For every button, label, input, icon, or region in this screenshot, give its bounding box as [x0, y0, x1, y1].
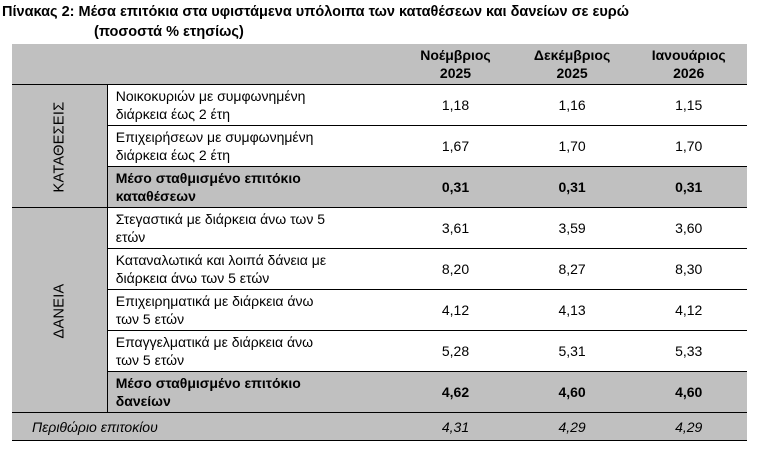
cell-value: 5,33: [630, 331, 747, 372]
title-line-1: Πίνακας 2: Μέσα επιτόκια στα υφιστάμενα υπόλοιπα των καταθέσεων και δανείων σε ευρώ: [2, 4, 630, 20]
cell-value: 1,67: [397, 126, 514, 167]
interest-rates-table: [12, 44, 747, 441]
title-line-2: (ποσοστά % ετησίως): [94, 24, 244, 40]
cell-value: 0,31: [397, 167, 514, 208]
deposits-average-row: [12, 167, 747, 208]
cell-value: 4,29: [514, 413, 631, 441]
cell-value: 4,29: [630, 413, 747, 441]
cell-value: 4,31: [397, 413, 514, 441]
cell-value: 1,70: [514, 126, 631, 167]
header-row: [12, 44, 747, 85]
cell-value: 4,62: [397, 372, 514, 413]
cell-value: 4,12: [630, 290, 747, 331]
cell-value: 3,61: [397, 208, 514, 249]
loans-group-label: ΔΑΝΕΙΑ: [12, 208, 107, 413]
cell-value: 1,16: [514, 85, 631, 126]
table-row: [12, 290, 747, 331]
cell-value: 1,15: [630, 85, 747, 126]
row-label: Επιχειρήσεων με συμφωνημένη διάρκεια έως 2 έτη: [107, 126, 397, 167]
row-label: Επαγγελματικά με διάρκεια άνω των 5 ετών: [107, 331, 397, 372]
table-title: [2, 2, 629, 42]
loans-average-row: [12, 372, 747, 413]
cell-value: 1,70: [630, 126, 747, 167]
cell-value: 4,60: [514, 372, 631, 413]
cell-value: 0,31: [630, 167, 747, 208]
cell-value: 5,28: [397, 331, 514, 372]
cell-value: 1,18: [397, 85, 514, 126]
cell-value: 3,59: [514, 208, 631, 249]
table-row: [12, 85, 747, 126]
table-row: [12, 249, 747, 290]
row-label: Επιχειρηματικά με διάρκεια άνω των 5 ετών: [107, 290, 397, 331]
cell-value: 4,60: [630, 372, 747, 413]
row-label: Στεγαστικά με διάρκεια άνω των 5 ετών: [107, 208, 397, 249]
row-label: Νοικοκυριών με συμφωνημένη διάρκεια έως 2 έτη: [107, 85, 397, 126]
table-row: [12, 126, 747, 167]
cell-value: 8,30: [630, 249, 747, 290]
cell-value: 4,13: [514, 290, 631, 331]
margin-row: [12, 413, 747, 441]
table-row: [12, 331, 747, 372]
cell-value: 8,20: [397, 249, 514, 290]
deposits-group-label: ΚΑΤΑΘΕΣΕΙΣ: [12, 85, 107, 208]
cell-value: 8,27: [514, 249, 631, 290]
row-label: Μέσο σταθμισμένο επιτόκιο καταθέσεων: [107, 167, 397, 208]
row-label: Καταναλωτικά και λοιπά δάνεια με διάρκεια άνω των 5 ετών: [107, 249, 397, 290]
table-row: [12, 208, 747, 249]
column-header-jan: Ιανουάριος 2026: [630, 44, 747, 85]
cell-value: 4,12: [397, 290, 514, 331]
header-corner: [12, 44, 397, 85]
margin-label: Περιθώριο επιτοκίου: [12, 413, 397, 441]
column-header-dec: Δεκέμβριος 2025: [514, 44, 631, 85]
cell-value: 3,60: [630, 208, 747, 249]
cell-value: 0,31: [514, 167, 631, 208]
row-label: Μέσο σταθμισμένο επιτόκιο δανείων: [107, 372, 397, 413]
cell-value: 5,31: [514, 331, 631, 372]
column-header-nov: Νοέμβριος 2025: [397, 44, 514, 85]
